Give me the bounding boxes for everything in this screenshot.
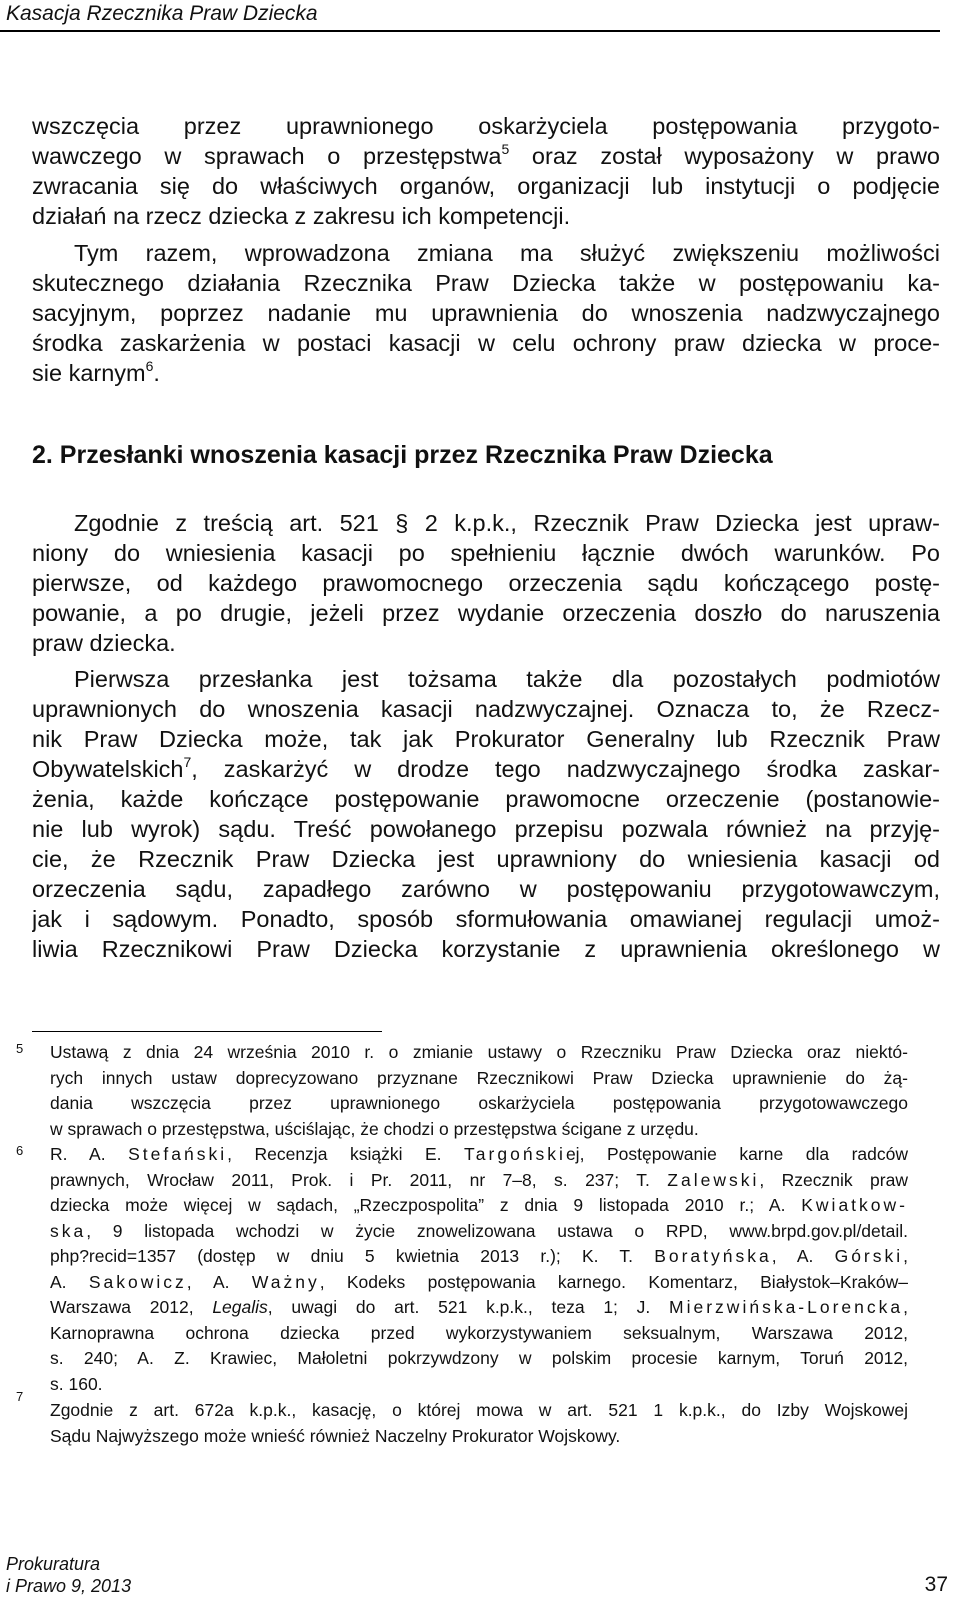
text-line: pierwsze, od każdego prawomocnego orzeczenia sądu kończącego postę- [32,570,940,596]
footnote-line: s. 240; A. Z. Krawiec, Małoletni pokrzywdzony w polskim procesie karnym, Toruń 2012, [50,1348,908,1368]
section-sign-icon: § [395,510,409,536]
footnote-mark: 7 [16,1389,24,1404]
text-line: wszczęcia przez uprawnionego oskarżyciela postępowania przygoto- [32,113,940,139]
text-line: nie lub wyrok) sądu. Treść powołanego przepisu pozwala również na przyję- [32,816,940,842]
text-line: cie, że Rzecznik Praw Dziecka jest uprawniony do wniesienia kasacji od [32,846,940,872]
text-line: Obywatelskich$^7$, zaskarżyć w drodze tego nadzwyczajnego środka zaskar- [32,754,940,782]
text-line: Zgodnie z treścią art. 521 § 2 k.p.k., Rzecznik Praw Dziecka jest upraw- [74,510,940,536]
journal-name [6,1553,131,1597]
footnote-line: Sądu Najwyższego może wnieść również Naczelny Prokurator Wojskowy. [50,1425,621,1446]
section-heading: 2. Przesłanki wnoszenia kasacji przez Rzecznika Praw Dziecka [32,441,773,469]
footnote-line: w sprawach o przestępstwa, uściślając, że chodzi o przestępstwa ścigane z urzędu. [50,1118,699,1139]
footnote-ref-7[interactable]: 7 [183,754,192,770]
footnote-line: R. A. Stefański, Recenzja książki E. Targońskiej, Postępowanie karne dla radców [50,1144,908,1164]
footnote-line: A. Sakowicz, A. Ważny, Kodeks postępowania karnego. Komentarz, Białystok–Kraków– [50,1271,908,1292]
footnote-line: Karnoprawna ochrona dziecka przed wykorzystywaniem seksualnym, Warszawa 2012, [50,1322,908,1343]
footnote-line: dziecka może więcej w sądach, „Rzeczpospolita” z dnia 9 listopada 2010 r.; A. Kwiatkow- [50,1195,908,1215]
footnote-line: dania wszczęcia przez uprawnionego oskarżyciela postępowania przygotowawczego [50,1093,908,1113]
text-line: działań na rzecz dziecka z zakresu ich kompetencji. [32,203,571,229]
footnote-line: rych innych ustaw doprecyzowano przyznane Rzecznikowi Praw Dziecka uprawnienie do żą- [50,1067,908,1088]
text-line: powanie, a po drugie, jeżeli przez wydanie orzeczenia doszło do naruszenia [32,600,940,626]
page-number: 37 [924,1573,948,1596]
text-line: żenia, każde kończące postępowanie prawomocne orzeczenie (postanowie- [32,786,940,812]
text-line: zwracania się do właściwych organów, organizacji lub instytucji o podjęcie [32,173,940,199]
header-rule [0,30,940,32]
footnote-6 [16,1142,908,1397]
text-line: sie karnym$^6$. [32,358,160,386]
text-line: skutecznego działania Rzecznika Praw Dziecka także w postępowaniu ka- [32,270,940,296]
paragraph-1 [32,111,940,231]
footnote-line: Ustawą z dnia 24 września 2010 r. o zmianie ustawy o Rzeczniku Praw Dziecka oraz niektó- [50,1042,908,1062]
text-line: praw dziecka. [32,630,176,656]
text-line: środka zaskarżenia w postaci kasacji w celu ochrony praw dziecka w proce- [32,330,940,356]
footnote-line: Zgodnie z art. 672a k.p.k., kasację, o której mowa w art. 521 1 k.p.k., do Izby Wojskowej [50,1400,908,1420]
text-line: wawczego w sprawach o przestępstwa$^5$ oraz został wyposażony w prawo [32,141,940,169]
text-line: jak i sądowym. Ponadto, sposób sformułowania omawianej regulacji umoż- [32,906,940,932]
footnote-mark: 5 [16,1041,24,1056]
journal-issue: i Prawo 9, 2013 [6,1576,132,1596]
paragraph-4 [32,664,940,964]
paragraph-2 [32,238,940,388]
footnote-5 [16,1040,908,1142]
footnote-line: s. 160. [50,1373,103,1394]
journal-title: Prokuratura [6,1554,101,1574]
footnote-line: Warszawa 2012, Legalis, uwagi do art. 521 k.p.k., teza 1; J. Mierzwińska-Lorencka, [50,1297,908,1317]
text-line: orzeczenia sądu, zapadłego zarówno w postępowaniu przygotowawczym, [32,876,940,902]
footnote-7 [16,1389,908,1449]
footnote-line: php?recid=1357 (dostęp w dniu 5 kwietnia 2013 r.); K. T. Boratyńska, A. Górski, [50,1246,908,1266]
text-line: nik Praw Dziecka może, tak jak Prokurator Generalny lub Rzecznik Praw [32,726,940,752]
footnote-ref-6[interactable]: 6 [145,358,154,374]
footnote-line: prawnych, Wrocław 2011, Prok. i Pr. 2011, nr 7–8, s. 237; T. Zalewski, Rzecznik praw [50,1169,908,1190]
text-line: Tym razem, wprowadzona zmiana ma służyć zwiększeniu możliwości [74,240,940,266]
footnote-ref-5[interactable]: 5 [501,141,510,157]
footnote-line: ska, 9 listopada wchodzi w życie znowelizowana ustawa o RPD, www.brpd.gov.pl/detail. [50,1220,908,1241]
text-line: liwia Rzecznikowi Praw Dziecka korzystanie z uprawnienia określonego w [32,936,940,962]
paragraph-3 [32,508,940,658]
text-line: Pierwsza przesłanka jest tożsama także dla pozostałych podmiotów [74,666,940,692]
footnote-mark: 6 [16,1143,24,1158]
footnote-separator [32,1031,382,1032]
running-header: Kasacja Rzecznika Praw Dziecka [6,2,318,25]
text-line: sacyjnym, poprzez nadanie mu uprawnienia do wnoszenia nadzwyczajnego [32,300,940,326]
text-line: niony do wniesienia kasacji po spełnieniu łącznie dwóch warunków. Po [32,540,940,566]
text-line: uprawnionych do wnoszenia kasacji nadzwyczajnej. Oznacza to, że Rzecz- [32,696,940,722]
